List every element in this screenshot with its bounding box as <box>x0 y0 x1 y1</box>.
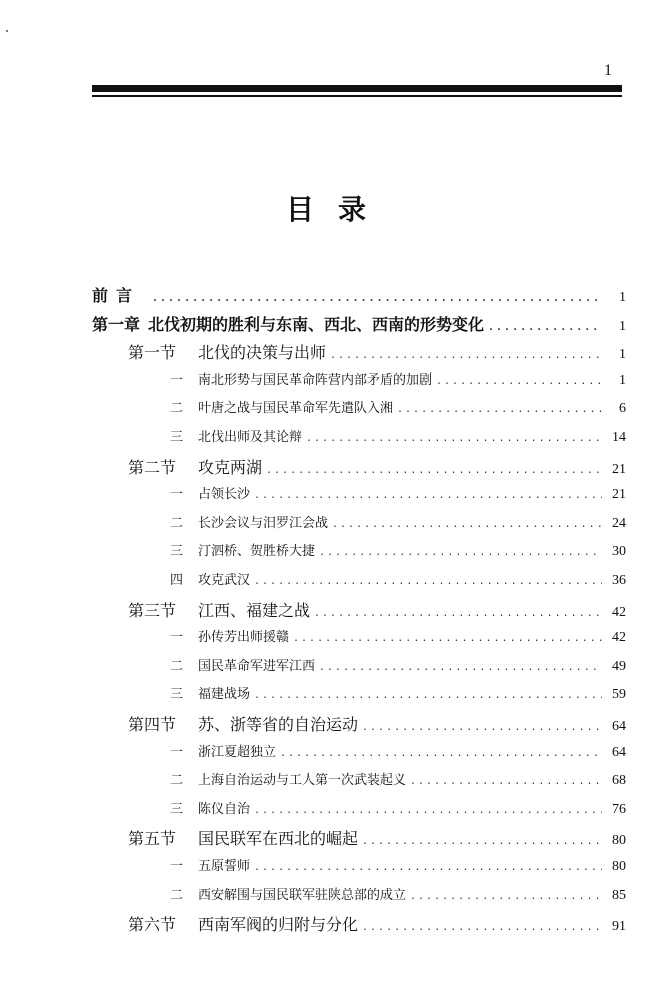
toc-entry-title: 福建战场 <box>198 687 251 703</box>
toc-entry-label: 二 <box>170 773 184 789</box>
toc-entry-label: 一 <box>170 630 184 646</box>
toc-entry-sub <box>170 483 626 503</box>
toc-entry-sub <box>170 569 626 589</box>
dot-leader <box>362 836 602 847</box>
toc-entry-title: 上海自治运动与工人第一次武装起义 <box>198 773 407 789</box>
dot-leader <box>152 293 602 304</box>
toc-entry-label: 二 <box>170 515 184 531</box>
toc-entry-title: 北伐的决策与出师 <box>198 343 327 363</box>
toc-entry-section <box>128 712 626 735</box>
dot-leader <box>306 433 602 444</box>
toc-entry-chapter <box>92 312 626 335</box>
toc-entry-title: 江西、福建之战 <box>198 600 311 620</box>
dot-leader <box>436 376 602 387</box>
toc-entry-title: 苏、浙等省的自治运动 <box>198 715 359 734</box>
toc-entry-page: 1 <box>619 318 626 334</box>
dot-leader <box>362 722 602 733</box>
toc-entry-label: 三 <box>170 430 184 445</box>
dot-leader <box>332 519 602 530</box>
header-rule-thick <box>92 85 622 92</box>
toc-entry-sub <box>170 397 626 417</box>
toc-entry-label: 一 <box>170 859 184 874</box>
toc-entry-sub <box>170 369 626 389</box>
toc-entry-page: 80 <box>612 833 626 849</box>
toc-entry-page: 91 <box>612 919 626 935</box>
toc-entry-section <box>128 340 626 363</box>
toc-entry-title: 西南军阀的归附与分化 <box>198 915 359 935</box>
toc-entry-page: 1 <box>619 290 626 305</box>
toc-entry-title: 五原誓师 <box>198 859 251 874</box>
toc-entry-page: 1 <box>619 347 626 363</box>
toc-entry-sub <box>170 426 626 446</box>
dot-leader <box>280 748 602 759</box>
toc-entry-label: 前言 <box>92 286 141 305</box>
toc-entry-title: 陈仪自治 <box>198 801 251 817</box>
toc-entry-label: 二 <box>170 401 184 417</box>
toc-entry-section <box>128 826 626 849</box>
toc-entry-page: 49 <box>612 658 626 674</box>
toc-entry-title: 西安解围与国民联军驻陕总部的成立 <box>198 887 407 903</box>
dot-leader <box>319 547 602 558</box>
toc-entry-page: 1 <box>619 372 626 388</box>
toc-entry-sub <box>170 540 626 560</box>
toc-entry-label: 一 <box>170 487 184 503</box>
toc-entry-page: 6 <box>619 401 626 417</box>
toc-entry-sub <box>170 884 626 904</box>
toc-entry-title: 汀泗桥、贺胜桥大捷 <box>198 544 316 560</box>
toc-entry-sub <box>170 741 626 761</box>
toc-entry-page: 85 <box>612 887 626 903</box>
toc-entry-label: 第二节 <box>128 457 177 477</box>
toc-entry-sub <box>170 655 626 675</box>
toc-entry-label: 二 <box>170 887 184 903</box>
toc-entry-label: 第一节 <box>128 343 177 363</box>
toc-entry-page: 14 <box>612 430 626 445</box>
toc-title: 目录 <box>285 193 390 226</box>
toc-entry-title: 国民革命军进军江西 <box>198 658 316 674</box>
toc-entry-label: 第三节 <box>128 600 177 620</box>
toc-entry-section <box>128 912 626 935</box>
toc-entry-label: 三 <box>170 544 184 560</box>
toc-entry-label: 第一章 <box>92 314 141 334</box>
toc-entry-page: 68 <box>612 773 626 789</box>
dot-leader <box>410 891 602 902</box>
toc-entry-title: 国民联军在西北的崛起 <box>198 829 359 849</box>
dot-leader <box>254 862 602 873</box>
toc-entry-title: 叶唐之战与国民革命军先遣队入湘 <box>198 401 394 417</box>
dot-leader <box>293 633 602 644</box>
dot-leader <box>266 465 602 476</box>
scan-speck <box>6 30 8 32</box>
toc-entry-page: 36 <box>612 573 626 588</box>
dot-leader <box>410 776 602 787</box>
dot-leader <box>330 350 602 361</box>
dot-leader <box>319 662 602 673</box>
toc-entry-section <box>128 598 626 621</box>
toc-entry-page: 80 <box>612 859 626 874</box>
toc-entry-label: 三 <box>170 801 184 817</box>
toc-entry-label: 一 <box>170 744 184 760</box>
toc-entry-page: 59 <box>612 687 626 703</box>
toc-entry-title: 南北形势与国民革命阵营内部矛盾的加剧 <box>198 372 433 388</box>
toc-entry-title: 北伐出师及其论辩 <box>198 430 303 445</box>
toc-entry-page: 64 <box>612 744 626 760</box>
toc-entry-page: 24 <box>612 515 626 531</box>
dot-leader <box>362 922 602 933</box>
toc-entry-sub <box>170 798 626 818</box>
toc-entry-title: 孙传芳出师援赣 <box>198 630 290 646</box>
header-rule-thin <box>92 95 622 97</box>
toc-entry-label: 三 <box>170 687 184 703</box>
toc-entry-sub <box>170 855 626 875</box>
toc-entry-page: 64 <box>612 719 626 734</box>
toc-entry-label: 第六节 <box>128 915 177 935</box>
dot-leader <box>488 322 602 333</box>
toc-entry-page: 42 <box>612 604 626 620</box>
dot-leader <box>314 608 602 619</box>
toc-entry-sub <box>170 626 626 646</box>
toc-entry-page: 76 <box>612 801 626 817</box>
toc-entry-title: 占领长沙 <box>198 487 251 503</box>
page-number: 1 <box>604 62 612 79</box>
toc-entry-pre <box>92 283 626 306</box>
toc-entry-title: 长沙会议与汨罗江会战 <box>198 515 329 531</box>
toc-entry-label: 第四节 <box>128 715 177 734</box>
toc-entry-title: 北伐初期的胜利与东南、西北、西南的形势变化 <box>148 314 485 334</box>
toc-entry-sub <box>170 683 626 703</box>
toc-entry-label: 二 <box>170 658 184 674</box>
dot-leader <box>254 490 602 501</box>
toc-entry-page: 21 <box>612 461 626 477</box>
dot-leader <box>397 404 602 415</box>
toc-entry-title: 攻克武汉 <box>198 573 251 588</box>
toc-entry-sub <box>170 769 626 789</box>
toc-entry-section <box>128 455 626 478</box>
dot-leader <box>254 690 602 701</box>
toc-entry-label: 一 <box>170 372 184 388</box>
toc-entry-page: 42 <box>612 630 626 646</box>
toc-entry-title: 浙江夏超独立 <box>198 744 277 760</box>
toc-entry-title: 攻克两湖 <box>198 457 263 477</box>
toc-entry-label: 第五节 <box>128 829 177 849</box>
toc-entry-label: 四 <box>170 573 184 588</box>
dot-leader <box>254 576 602 587</box>
toc-entry-sub <box>170 512 626 532</box>
toc-entry-page: 30 <box>612 544 626 560</box>
dot-leader <box>254 805 602 816</box>
toc-entry-page: 21 <box>612 487 626 503</box>
